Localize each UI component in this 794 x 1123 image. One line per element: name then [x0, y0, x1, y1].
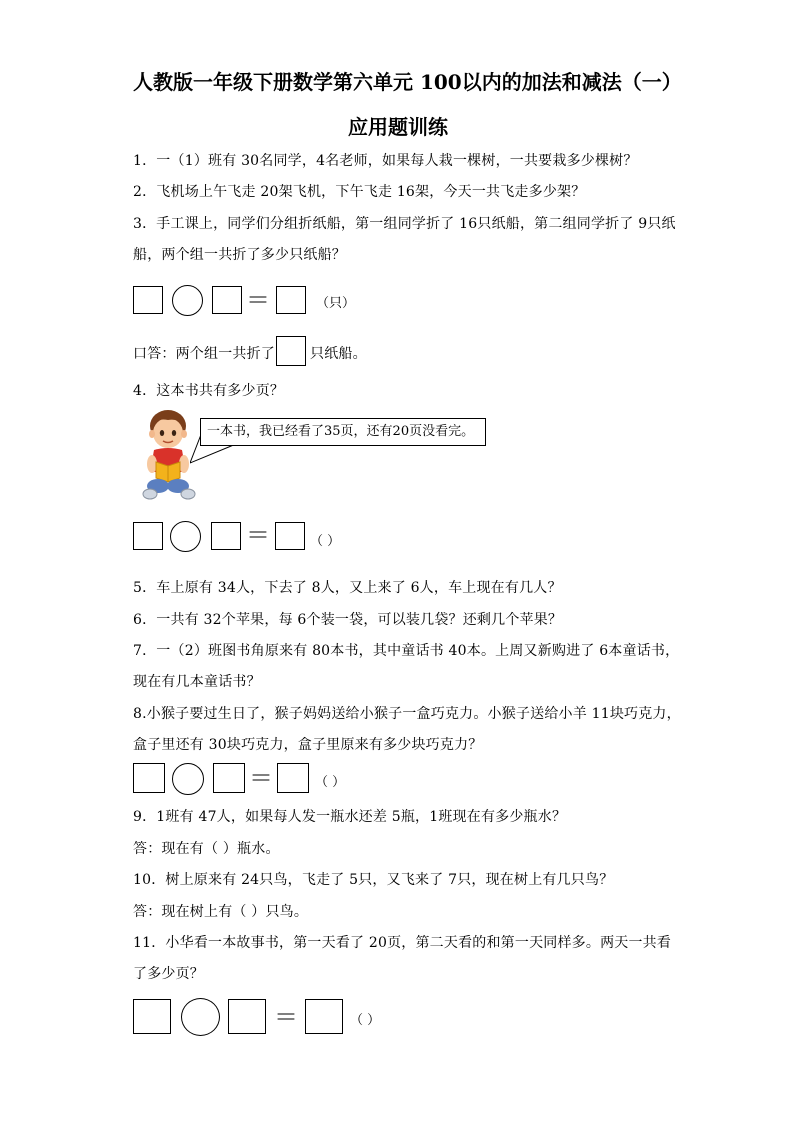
answer-box[interactable]	[133, 286, 163, 314]
answer-box[interactable]	[213, 763, 245, 793]
answer-box[interactable]	[133, 763, 165, 793]
result-box[interactable]	[305, 999, 343, 1034]
unit-label: （ ）	[350, 1013, 381, 1028]
equals-sign: ＝	[246, 286, 270, 314]
answer-line-q3-end: 只纸船。	[310, 346, 367, 362]
question-7-line1: 7．一（2）班图书角原来有 80本书，其中童话书 40本。上周又新购进了 6本童话书，	[133, 643, 680, 659]
question-3-line2: 船，两个组一共折了多少只纸船？	[133, 247, 346, 263]
question-2: 2．飞机场上午飞走 20架飞机，下午飞走 16架，今天一共飞走多少架？	[133, 184, 586, 200]
answer-line-q3: 口答：两个组一共折了	[133, 346, 275, 362]
operator-circle[interactable]	[181, 998, 220, 1036]
page-subtitle: 应用题训练	[348, 115, 448, 139]
answer-box[interactable]	[212, 286, 242, 314]
question-11-line2: 了多少页？	[133, 966, 204, 982]
operator-circle[interactable]	[172, 763, 204, 795]
equals-sign: ＝	[274, 1003, 298, 1031]
question-9: 9．1班有 47人，如果每人发一瓶水还差 5瓶，1班现在有多少瓶水？	[133, 809, 567, 825]
answer-line-q9: 答：现在有（ ）瓶水。	[133, 841, 280, 857]
result-box[interactable]	[275, 522, 305, 550]
answer-box[interactable]	[133, 522, 163, 550]
question-10: 10．树上原来有 24只鸟，飞走了 5只，又飞来了 7只，现在树上有几只鸟？	[133, 872, 614, 888]
question-3-line1: 3．手工课上，同学们分组折纸船，第一组同学折了 16只纸船，第二组同学折了 9只纸	[133, 216, 676, 232]
question-4: 4．这本书共有多少页？	[133, 383, 285, 399]
unit-label: （ ）	[310, 534, 341, 549]
unit-label: （ ）	[315, 775, 346, 790]
question-6: 6．一共有 32个苹果，每 6个装一袋，可以装几袋？还剩几个苹果？	[133, 612, 563, 628]
speech-bubble: 一本书，我已经看了35页，还有20页没看完。	[200, 418, 486, 446]
operator-circle[interactable]	[172, 285, 203, 316]
equals-sign: ＝	[249, 764, 273, 792]
operator-circle[interactable]	[170, 521, 201, 552]
answer-blank-box[interactable]	[276, 336, 306, 366]
question-11-line1: 11．小华看一本故事书，第一天看了 20页，第二天看的和第一天同样多。两天一共看	[133, 935, 672, 951]
page-title: 人教版一年级下册数学第六单元 100以内的加法和减法（一）	[133, 70, 682, 94]
equals-sign: ＝	[246, 521, 270, 549]
answer-box[interactable]	[133, 999, 171, 1034]
answer-box[interactable]	[211, 522, 241, 550]
result-box[interactable]	[276, 286, 306, 314]
answer-box[interactable]	[228, 999, 266, 1034]
question-8-line2: 盒子里还有 30块巧克力，盒子里原来有多少块巧克力？	[133, 737, 483, 753]
question-1: 1．一（1）班有 30名同学，4名老师，如果每人栽一棵树，一共要栽多少棵树？	[133, 153, 638, 169]
unit-label: （只）	[316, 296, 356, 311]
result-box[interactable]	[277, 763, 309, 793]
question-8-line1: 8.小猴子要过生日了，猴子妈妈送给小猴子一盒巧克力。小猴子送给小羊 11块巧克力，	[133, 706, 681, 722]
answer-line-q10: 答：现在树上有（ ）只鸟。	[133, 904, 309, 920]
question-5: 5．车上原有 34人，下去了 8人，又上来了 6人，车上现在有几人？	[133, 580, 562, 596]
question-7-line2: 现在有几本童话书？	[133, 674, 261, 690]
